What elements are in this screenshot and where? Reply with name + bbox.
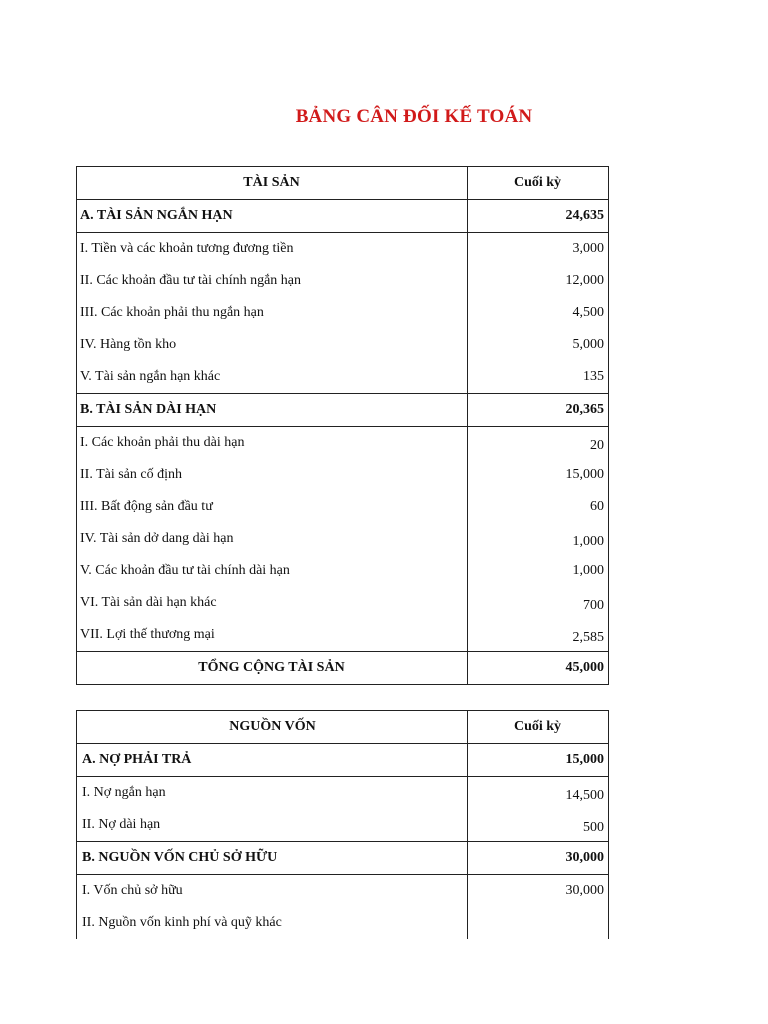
row-label: II. Tài sản cố định xyxy=(77,459,468,491)
row-label: IV. Tài sản dở dang dài hạn xyxy=(77,523,468,555)
row-value: 4,500 xyxy=(468,297,609,329)
table-row xyxy=(77,459,609,491)
table-row xyxy=(77,619,609,652)
row-label: V. Các khoản đầu tư tài chính dài hạn xyxy=(77,555,468,587)
row-label: VI. Tài sản dài hạn khác xyxy=(77,587,468,619)
row-value: 500 xyxy=(468,809,609,842)
liabilities-header-label: NGUỒN VỐN xyxy=(77,711,468,744)
row-label: V. Tài sản ngắn hạn khác xyxy=(77,361,468,394)
row-value: 1,000 xyxy=(468,523,609,555)
row-value xyxy=(468,907,609,939)
row-label: I. Nợ ngắn hạn xyxy=(77,777,468,810)
section-title: A. TÀI SẢN NGẮN HẠN xyxy=(77,200,468,233)
section-value: 24,635 xyxy=(468,200,609,233)
row-value: 2,585 xyxy=(468,619,609,652)
row-label: III. Các khoản phải thu ngắn hạn xyxy=(77,297,468,329)
liabilities-header-row xyxy=(77,711,609,744)
liabilities-table xyxy=(76,710,609,939)
row-value: 3,000 xyxy=(468,233,609,266)
table-row xyxy=(77,523,609,555)
table-row xyxy=(77,875,609,908)
total-value: 45,000 xyxy=(468,652,609,685)
row-label: I. Các khoản phải thu dài hạn xyxy=(77,427,468,460)
total-label: TỔNG CỘNG TÀI SẢN xyxy=(77,652,468,685)
assets-header-label: TÀI SẢN xyxy=(77,167,468,200)
row-value: 12,000 xyxy=(468,265,609,297)
row-label: I. Tiền và các khoản tương đương tiền xyxy=(77,233,468,266)
section-row-owners-equity xyxy=(77,842,609,875)
section-title: B. NGUỒN VỐN CHỦ SỞ HỮU xyxy=(77,842,468,875)
table-row xyxy=(77,777,609,810)
section-value: 20,365 xyxy=(468,394,609,427)
table-row xyxy=(77,297,609,329)
row-value: 5,000 xyxy=(468,329,609,361)
row-value: 1,000 xyxy=(468,555,609,587)
table-row xyxy=(77,907,609,939)
table-row xyxy=(77,361,609,394)
row-value: 135 xyxy=(468,361,609,394)
assets-header-row xyxy=(77,167,609,200)
section-row-liabilities xyxy=(77,744,609,777)
row-value: 60 xyxy=(468,491,609,523)
table-row xyxy=(77,587,609,619)
section-row-long-term-assets xyxy=(77,394,609,427)
row-value: 700 xyxy=(468,587,609,619)
row-label: II. Nợ dài hạn xyxy=(77,809,468,842)
row-value: 20 xyxy=(468,427,609,460)
row-value: 30,000 xyxy=(468,875,609,908)
section-title: A. NỢ PHẢI TRẢ xyxy=(77,744,468,777)
row-label: II. Nguồn vốn kinh phí và quỹ khác xyxy=(77,907,468,939)
section-title: B. TÀI SẢN DÀI HẠN xyxy=(77,394,468,427)
row-label: IV. Hàng tồn kho xyxy=(77,329,468,361)
section-value: 30,000 xyxy=(468,842,609,875)
section-value: 15,000 xyxy=(468,744,609,777)
table-row xyxy=(77,491,609,523)
total-assets-row xyxy=(77,652,609,685)
section-row-short-term-assets xyxy=(77,200,609,233)
row-value: 15,000 xyxy=(468,459,609,491)
table-row xyxy=(77,809,609,842)
assets-header-period: Cuối kỳ xyxy=(468,167,609,200)
table-row xyxy=(77,555,609,587)
table-row xyxy=(77,329,609,361)
row-label: III. Bất động sản đầu tư xyxy=(77,491,468,523)
row-label: II. Các khoản đầu tư tài chính ngắn hạn xyxy=(77,265,468,297)
row-label: I. Vốn chủ sở hữu xyxy=(77,875,468,908)
table-row xyxy=(77,233,609,266)
document-title: BẢNG CÂN ĐỐI KẾ TOÁN xyxy=(295,106,533,127)
table-row xyxy=(77,265,609,297)
liabilities-header-period: Cuối kỳ xyxy=(468,711,609,744)
row-value: 14,500 xyxy=(468,777,609,810)
assets-table xyxy=(76,166,609,685)
table-row xyxy=(77,427,609,460)
row-label: VII. Lợi thế thương mại xyxy=(77,619,468,652)
